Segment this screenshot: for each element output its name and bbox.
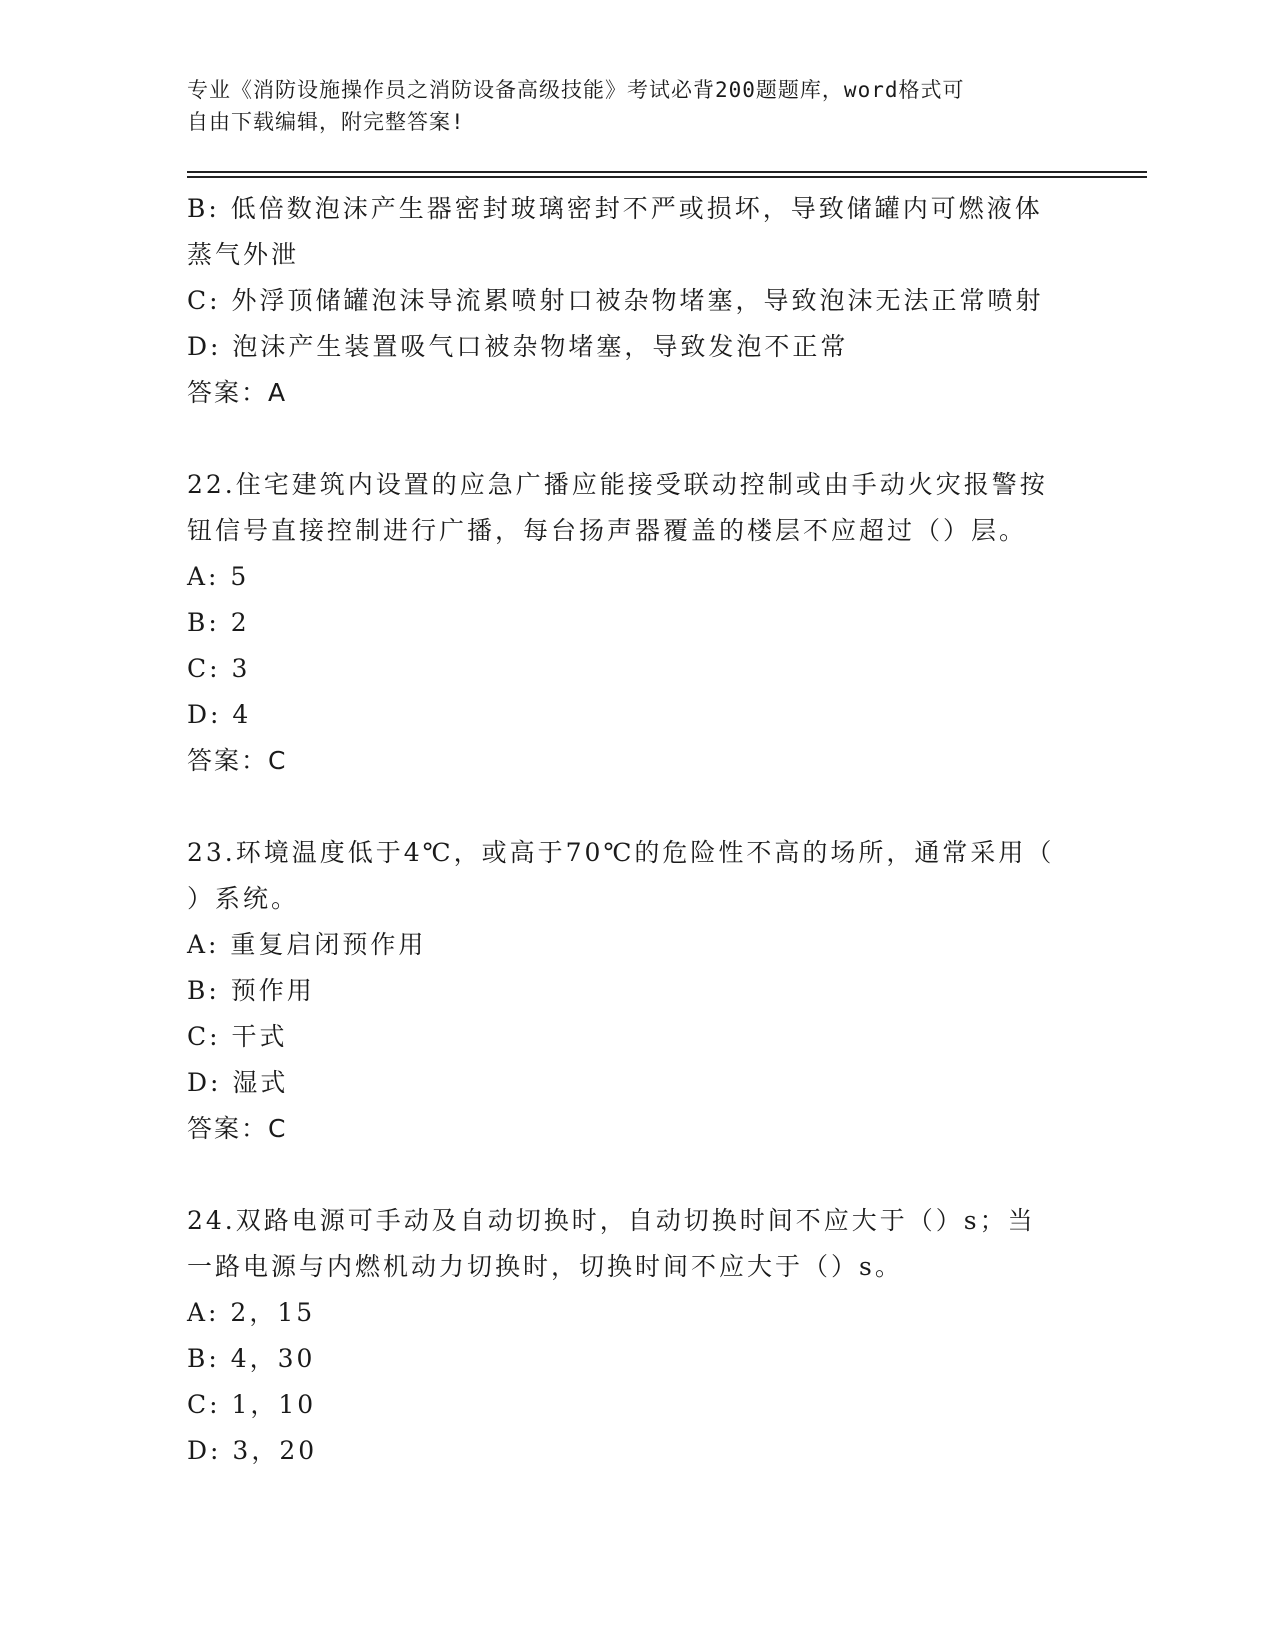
document-header	[187, 74, 1067, 138]
option-d: D: 泡沫产生装置吸气口被杂物堵塞，导致发泡不正常	[187, 332, 849, 361]
answer-line: 答案：C	[187, 1114, 288, 1143]
header-rule-top	[187, 171, 1147, 173]
option-b: B: 2	[187, 608, 250, 637]
header-line-2: 自由下载编辑，附完整答案!	[187, 110, 465, 134]
question-22	[187, 462, 1077, 784]
previous-question	[187, 186, 1077, 416]
option-d: D: 湿式	[187, 1068, 289, 1097]
question-23	[187, 830, 1077, 1152]
option-c: C: 外浮顶储罐泡沫导流累喷射口被杂物堵塞，导致泡沫无法正常喷射	[187, 286, 1044, 315]
option-b-continued: 蒸气外泄	[187, 240, 300, 269]
option-a: A: 5	[187, 562, 250, 591]
header-line-1: 专业《消防设施操作员之消防设备高级技能》考试必背200题题库，word格式可	[187, 78, 965, 102]
option-d: D: 4	[187, 700, 252, 729]
answer-line: 答案：C	[187, 746, 288, 775]
question-stem: 23.环境温度低于4℃，或高于70℃的危险性不高的场所，通常采用（	[187, 838, 1055, 867]
option-d: D: 3，20	[187, 1436, 318, 1465]
option-a: A: 重复启闭预作用	[187, 930, 427, 959]
question-list	[187, 186, 1077, 1474]
option-c: C: 1，10	[187, 1390, 317, 1419]
question-stem-continued: ）系统。	[187, 884, 300, 913]
option-c: C: 干式	[187, 1022, 288, 1051]
question-stem: 24.双路电源可手动及自动切换时，自动切换时间不应大于（）s；当	[187, 1206, 1036, 1235]
header-rule-bottom	[187, 176, 1147, 178]
option-b: B: 4，30	[187, 1344, 316, 1373]
option-c: C: 3	[187, 654, 251, 683]
question-stem-continued: 钮信号直接控制进行广播，每台扬声器覆盖的楼层不应超过（）层。	[187, 516, 1028, 545]
option-b: B: 预作用	[187, 976, 315, 1005]
question-stem: 22.住宅建筑内设置的应急广播应能接受联动控制或由手动火灾报警按	[187, 470, 1048, 499]
option-b: B: 低倍数泡沫产生器密封玻璃密封不严或损坏，导致储罐内可燃液体	[187, 194, 1043, 223]
answer-line: 答案：A	[187, 378, 288, 407]
question-24	[187, 1198, 1077, 1474]
option-a: A: 2，15	[187, 1298, 316, 1327]
question-stem-continued: 一路电源与内燃机动力切换时，切换时间不应大于（）s。	[187, 1252, 903, 1281]
